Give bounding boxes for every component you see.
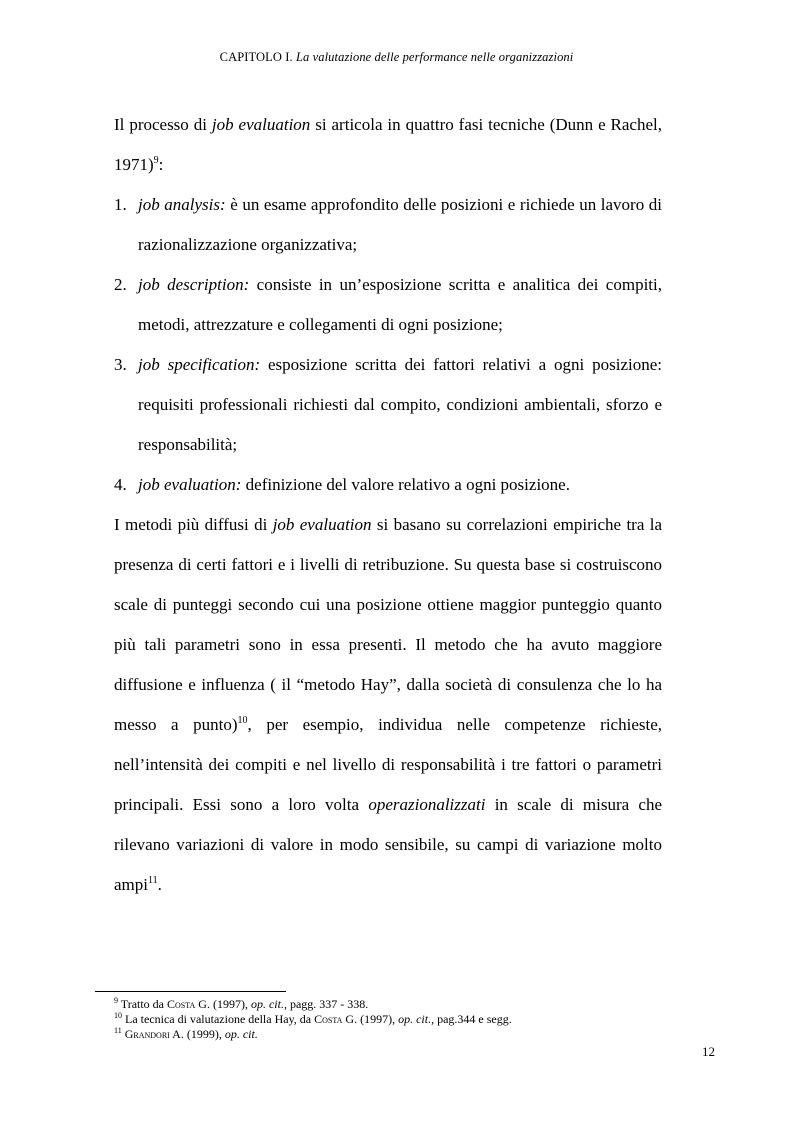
main-text [114,105,662,905]
para2-text-2: si basano su correlazioni empiriche tra la presenza di certi fattori e i livelli di retribuzione. Su questa base si costruiscono scale di punteggi secondo cui una posizione ottiene maggior punteggio quanto più tali parametri sono in essa presenti. Il metodo che ha avuto maggiore diffusione e influenza ( il “metodo Hay”, dalla società di consulenza che lo ha messo a punto) [114,515,663,734]
list-number: 1. [114,195,127,214]
intro-text-2: si articola in quattro fasi tecniche (Dunn e Rachel, 1971) [114,115,662,174]
list-item [114,265,662,345]
footnote-ref-10[interactable]: 10 [237,715,248,726]
list-text: è un esame approfondito delle posizioni e richiede un lavoro di razionalizzazione organizzativa; [138,195,662,254]
list-term: job description: [138,275,250,294]
list-item [114,185,662,265]
footnote-text: pag.344 e segg. [434,1012,512,1026]
footnote-author: Costa [314,1012,343,1026]
footnote-citation: op. cit., [250,997,287,1011]
footnote-author: Costa [167,997,196,1011]
footnote-text: G. (1997), [195,997,251,1011]
footnote-ref-11[interactable]: 11 [148,875,158,886]
header-chapter: CAPITOLO I. [219,50,293,64]
intro-text-3: : [158,155,164,174]
footnotes [114,997,674,1042]
footnote-9 [114,997,674,1012]
list-text: consiste in un’esposizione scritta e analitica dei compiti, metodi, attrezzature e collegamenti di ogni posizione; [138,275,662,334]
list-text: definizione del valore relativo a ogni posizione. [241,475,570,494]
footnote-citation: op. cit., [398,1012,435,1026]
list-term: job analysis: [138,195,226,214]
page-number: 12 [702,1044,715,1059]
footnote-number: 9 [114,996,118,1005]
intro-term: job evaluation [211,115,311,134]
list-term: job evaluation: [138,475,242,494]
list-text: esposizione scritta dei fattori relativi a ogni posizione: requisiti professionali richiesti dal compito, condizioni ambientali, sforzo e responsabilità; [138,355,662,454]
footnote-number: 10 [114,1011,122,1020]
footnote-text: pagg. 337 - 338. [286,997,369,1011]
footnote-separator [95,991,286,992]
intro-text-1: Il processo di [114,115,212,134]
footnote-text: Tratto da [118,997,168,1011]
para2-text-3: , per esempio, individua nelle competenze richieste, nell’intensità dei compiti e nel livello di responsabilità i tre fattori o parametri principali. Essi sono a loro volta [114,715,662,814]
list-term: job specification: [138,355,261,374]
footnote-citation: op. cit. [224,1027,258,1041]
list-item [114,345,662,465]
para2-text-1: I metodi più diffusi di [114,515,273,534]
methods-paragraph [114,505,662,905]
list-number: 4. [114,475,127,494]
footnote-author: Grandori [124,1027,170,1041]
footnote-number: 11 [114,1026,122,1035]
para2-term-2: operazionalizzati [368,795,486,814]
footnote-text: A. (1999), [169,1027,225,1041]
list-item [114,465,662,505]
footnote-10 [114,1012,674,1027]
footnote-text: G. (1997), [342,1012,399,1026]
list-number: 3. [114,355,127,374]
intro-paragraph [114,105,662,185]
para2-text-4: in scale di misura che rilevano variazioni di valore in modo sensibile, su campi di variazione molto ampi [114,795,662,894]
para2-term-1: job evaluation [272,515,372,534]
list-number: 2. [114,275,127,294]
phases-list [114,185,662,505]
footnote-ref-9[interactable]: 9 [153,155,159,166]
para2-text-5: . [157,875,162,894]
footnote-text: La tecnica di valutazione della Hay, da [122,1012,315,1026]
footnote-11 [114,1027,674,1042]
header-title: La valutazione delle performance nelle organizzazioni [295,50,574,64]
running-header [0,50,793,65]
